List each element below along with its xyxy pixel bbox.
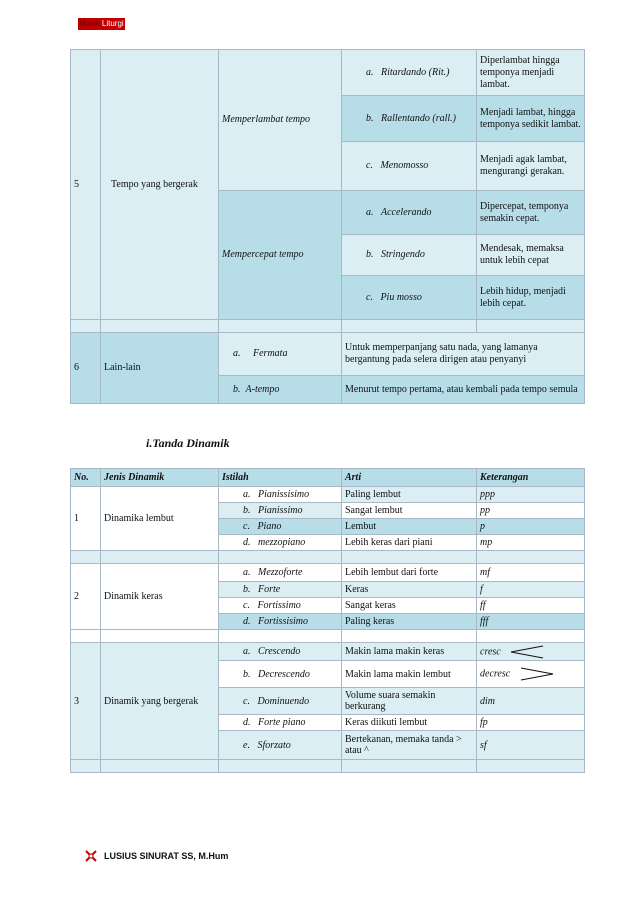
meaning-cell: Keras [342, 582, 477, 598]
spacer-row [71, 760, 585, 773]
term-cell: c. Piu mosso [342, 276, 477, 320]
description-cell: Diperlambat hingga temponya menjadi lambat. [477, 50, 585, 96]
term-cell: a. Pianissisimo [219, 487, 342, 503]
note-cell: f [477, 582, 585, 598]
note-cell: pp [477, 503, 585, 519]
header-jenis: Jenis Dinamik [101, 469, 219, 487]
cross-logo-icon [84, 849, 98, 863]
meaning-cell: Lebih keras dari piani [342, 535, 477, 551]
page-footer [84, 849, 228, 863]
note-cell: fp [477, 715, 585, 731]
meaning-cell: Bertekanan, memaka tanda > atau ^ [342, 731, 477, 760]
row-group-label: Lain-lain [101, 333, 219, 404]
meaning-cell: Keras diikuti lembut [342, 715, 477, 731]
term-cell: d. Fortissisimo [219, 614, 342, 630]
table-row [71, 333, 585, 376]
running-header [78, 18, 125, 30]
term-cell: b. A-tempo [219, 376, 342, 404]
note-cell: p [477, 519, 585, 535]
table-row [71, 487, 585, 503]
note-cell: ff [477, 598, 585, 614]
subgroup-label: Mempercepat tempo [219, 191, 342, 320]
row-number: 2 [71, 564, 101, 630]
table-row [71, 643, 585, 661]
row-group-label: Dinamik keras [101, 564, 219, 630]
meaning-cell: Paling lembut [342, 487, 477, 503]
term-cell: a. Crescendo [219, 643, 342, 661]
row-group-label: Dinamika lembut [101, 487, 219, 551]
note-cell [477, 643, 585, 661]
meaning-cell: Sangat lembut [342, 503, 477, 519]
term-cell: b. Rallentando (rall.) [342, 96, 477, 142]
term-cell: b. Pianissimo [219, 503, 342, 519]
note-text: cresc [480, 645, 501, 657]
description-cell: Mendesak, memaksa untuk lebih cepat [477, 235, 585, 276]
table-row [71, 564, 585, 582]
term-cell: e. Sforzato [219, 731, 342, 760]
meaning-cell: Sangat keras [342, 598, 477, 614]
meaning-cell: Volume suara semakin berkurang [342, 688, 477, 715]
author-name: LUSIUS SINURAT SS, M.Hum [104, 851, 229, 861]
tempo-table [70, 49, 585, 404]
dynamic-table [70, 468, 585, 773]
row-number: 5 [71, 50, 101, 320]
note-cell: fff [477, 614, 585, 630]
note-cell: mf [477, 564, 585, 582]
term-cell: c. Dominuendo [219, 688, 342, 715]
header-arti: Arti [342, 469, 477, 487]
section-title: i.Tanda Dinamik [146, 436, 230, 450]
note-text: decresc [480, 668, 511, 680]
row-group-label: Tempo yang bergerak [101, 50, 219, 320]
crescendo-hairpin-icon [509, 644, 545, 660]
description-cell: Lebih hidup, menjadi lebih cepat. [477, 276, 585, 320]
description-cell: Untuk memperpanjang satu nada, yang lamanya bergantung pada selera dirigen atau penyanyi [342, 333, 585, 376]
term-cell: d. mezzopiano [219, 535, 342, 551]
note-cell: mp [477, 535, 585, 551]
header-part-musik: Musik [79, 19, 100, 28]
description-cell: Dipercepat, temponya semakin cepat. [477, 191, 585, 235]
header-keterangan: Keterangan [477, 469, 585, 487]
meaning-cell: Makin lama makin keras [342, 643, 477, 661]
header-part-liturgi: Liturgi [101, 19, 124, 28]
row-number: 3 [71, 643, 101, 760]
term-cell: c. Menomosso [342, 142, 477, 191]
meaning-cell: Makin lama makin lembut [342, 661, 477, 688]
description-cell: Menurut tempo pertama, atau kembali pada tempo semula [342, 376, 585, 404]
term-cell: b. Stringendo [342, 235, 477, 276]
term-cell: a. Fermata [219, 333, 342, 376]
meaning-cell: Paling keras [342, 614, 477, 630]
table-row [71, 50, 585, 96]
spacer-row [71, 551, 585, 564]
table-header-row [71, 469, 585, 487]
spacer-row [71, 630, 585, 643]
row-number: 1 [71, 487, 101, 551]
description-cell: Menjadi lambat, hingga temponya sedikit lambat. [477, 96, 585, 142]
note-cell: ppp [477, 487, 585, 503]
note-cell: sf [477, 731, 585, 760]
term-cell: b. Decrescendo [219, 661, 342, 688]
term-cell: a. Mezzoforte [219, 564, 342, 582]
meaning-cell: Lebih lembut dari forte [342, 564, 477, 582]
term-cell: a. Ritardando (Rit.) [342, 50, 477, 96]
spacer-row [71, 320, 585, 333]
subgroup-label: Memperlambat tempo [219, 50, 342, 191]
header-no: No. [71, 469, 101, 487]
description-cell: Menjadi agak lambat, mengurangi gerakan. [477, 142, 585, 191]
row-group-label: Dinamik yang bergerak [101, 643, 219, 760]
note-cell [477, 661, 585, 688]
term-cell: c. Piano [219, 519, 342, 535]
decrescendo-hairpin-icon [519, 666, 555, 682]
header-istilah: Istilah [219, 469, 342, 487]
meaning-cell: Lembut [342, 519, 477, 535]
term-cell: a. Accelerando [342, 191, 477, 235]
row-number: 6 [71, 333, 101, 404]
term-cell: d. Forte piano [219, 715, 342, 731]
term-cell: b. Forte [219, 582, 342, 598]
term-cell: c. Fortissimo [219, 598, 342, 614]
note-cell: dim [477, 688, 585, 715]
